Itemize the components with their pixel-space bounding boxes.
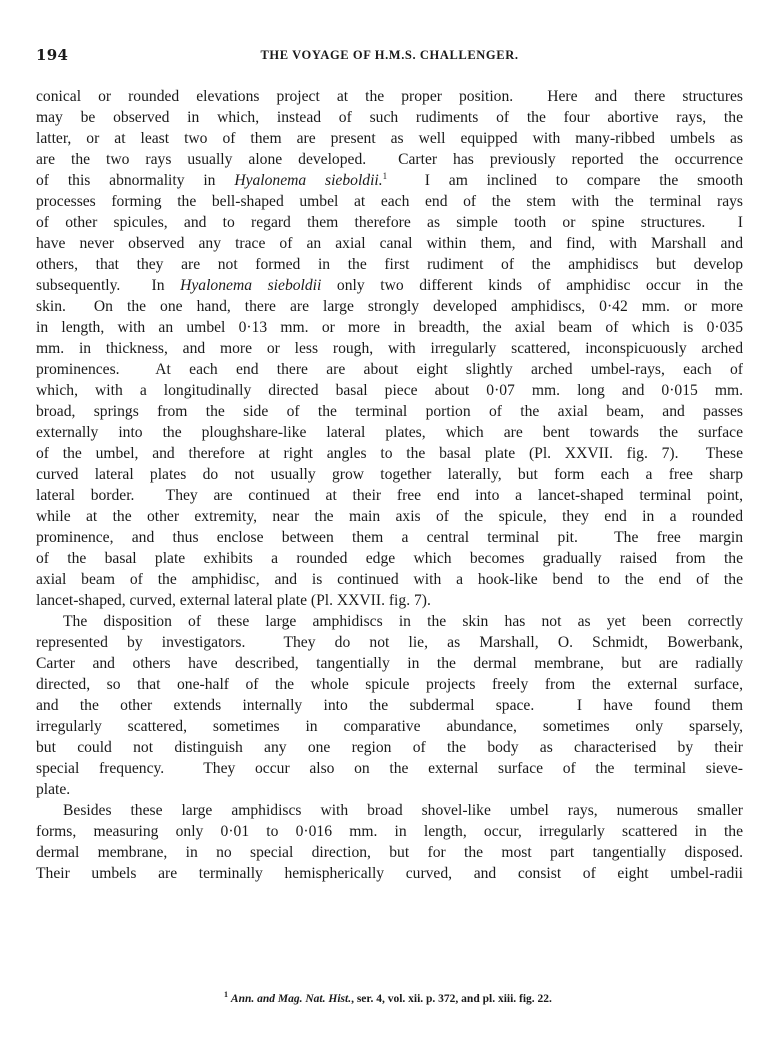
footnote-journal: Ann. and Mag. Nat. Hist.: [230, 993, 352, 1005]
text-line: processes forming the bell-shaped umbel at each end of the stem with the terminal rays: [36, 193, 743, 210]
text-line: represented by investigators. They do not lie, as Marshall, O. Schmidt, Bowerbank,: [36, 634, 743, 651]
footnote-citation: , ser. 4, vol. xii. p. 372, and pl. xiii. fig. 22.: [351, 993, 552, 1005]
text-line: which, with a longitudinally directed basal piece about 0·07 mm. long and 0·015 mm.: [36, 382, 743, 399]
text-line: forms, measuring only 0·01 to 0·016 mm. in length, occur, irregularly scattered in the: [36, 823, 743, 840]
text-line: lancet-shaped, curved, external lateral plate (Pl. XXVII. fig. 7).: [36, 592, 431, 609]
species-name: Hyalonema sieboldii: [180, 277, 322, 294]
text-line: have never observed any trace of an axial canal within them, and find, with Marshall and: [36, 235, 743, 252]
text-run: I am inclined to compare the smooth: [387, 172, 743, 189]
text-line: directed, so that one-half of the whole spicule projects freely from the external surface,: [36, 676, 743, 693]
text-run: of this abnormality in: [36, 172, 235, 189]
text-line: mm. in thickness, and more or less rough, with irregularly scattered, inconspicuously arched: [36, 340, 743, 357]
text-line: prominence, and thus enclose between them a central terminal pit. The free margin: [36, 529, 743, 546]
text-line: of the basal plate exhibits a rounded edge which becomes gradually raised from the: [36, 550, 743, 567]
body-text: [36, 86, 743, 884]
text-line: Their umbels are terminally hemispherically curved, and consist of eight umbel-radii: [36, 865, 743, 882]
text-line: [36, 170, 743, 191]
text-line: conical or rounded elevations project at the proper position. Here and there structures: [36, 88, 743, 105]
text-line: dermal membrane, in no special direction, but for the most part tangentially disposed.: [36, 844, 743, 861]
footnote-marker: 1: [224, 990, 229, 1000]
text-run: subsequently. In: [36, 277, 181, 294]
text-line: curved lateral plates do not usually grow together laterally, but form each a free sharp: [36, 466, 743, 483]
running-title: THE VOYAGE OF H.M.S. CHALLENGER.: [260, 48, 519, 62]
text-line: of the umbel, and therefore at right angles to the basal plate (Pl. XXVII. fig. 7). These: [36, 445, 743, 462]
text-line: skin. On the one hand, there are large strongly developed amphidiscs, 0·42 mm. or more: [36, 298, 743, 315]
text-line: but could not distinguish any one region of the body as characterised by their: [36, 739, 743, 756]
text-line: externally into the ploughshare-like lateral plates, which are bent towards the surface: [36, 424, 743, 441]
text-line: irregularly scattered, sometimes in comparative abundance, sometimes only sparsely,: [36, 718, 743, 735]
text-line: prominences. At each end there are about eight slightly arched umbel-rays, each of: [36, 361, 743, 378]
paragraph-start: Besides these large amphidiscs with broad shovel-like umbel rays, numerous smaller: [63, 802, 743, 819]
text-line: may be observed in which, instead of such rudiments of the four abortive rays, the: [36, 109, 743, 126]
species-name: Hyalonema sieboldii.: [234, 172, 383, 189]
text-line: axial beam of the amphidisc, and is continued with a hook-like bend to the end of the: [36, 571, 743, 588]
page-number: 194: [36, 46, 69, 64]
text-line: of other spicules, and to regard them therefore as simple tooth or spine structures. I: [36, 214, 743, 231]
text-line: [36, 275, 743, 296]
text-line: lateral border. They are continued at their free end into a lancet-shaped terminal point,: [36, 487, 743, 504]
text-line: Carter and others have described, tangentially in the dermal membrane, but are radially: [36, 655, 743, 672]
text-run: only two different kinds of amphidisc occur in the: [321, 277, 743, 294]
text-line: plate.: [36, 781, 71, 798]
text-line: while at the other extremity, near the main axis of the spicule, they end in a rounded: [36, 508, 743, 525]
text-line: special frequency. They occur also on the external surface of the terminal sieve-: [36, 760, 743, 777]
text-line: broad, springs from the side of the terminal portion of the axial beam, and passes: [36, 403, 743, 420]
text-line: latter, or at least two of them are present as well equipped with many-ribbed umbels as: [36, 130, 743, 147]
paragraph-start: The disposition of these large amphidiscs in the skin has not as yet been correctly: [63, 613, 743, 630]
text-line: are the two rays usually alone developed. Carter has previously reported the occurrence: [36, 151, 743, 168]
footnote: [0, 990, 776, 1005]
footnote-reference[interactable]: 1: [382, 170, 388, 181]
text-line: others, that they are not formed in the first rudiment of the amphidiscs but develop: [36, 256, 743, 273]
running-head: [36, 46, 743, 66]
text-line: and the other extends internally into the subdermal space. I have found them: [36, 697, 743, 714]
text-line: in length, with an umbel 0·13 mm. or more in breadth, the axial beam of which is 0·035: [36, 319, 743, 336]
